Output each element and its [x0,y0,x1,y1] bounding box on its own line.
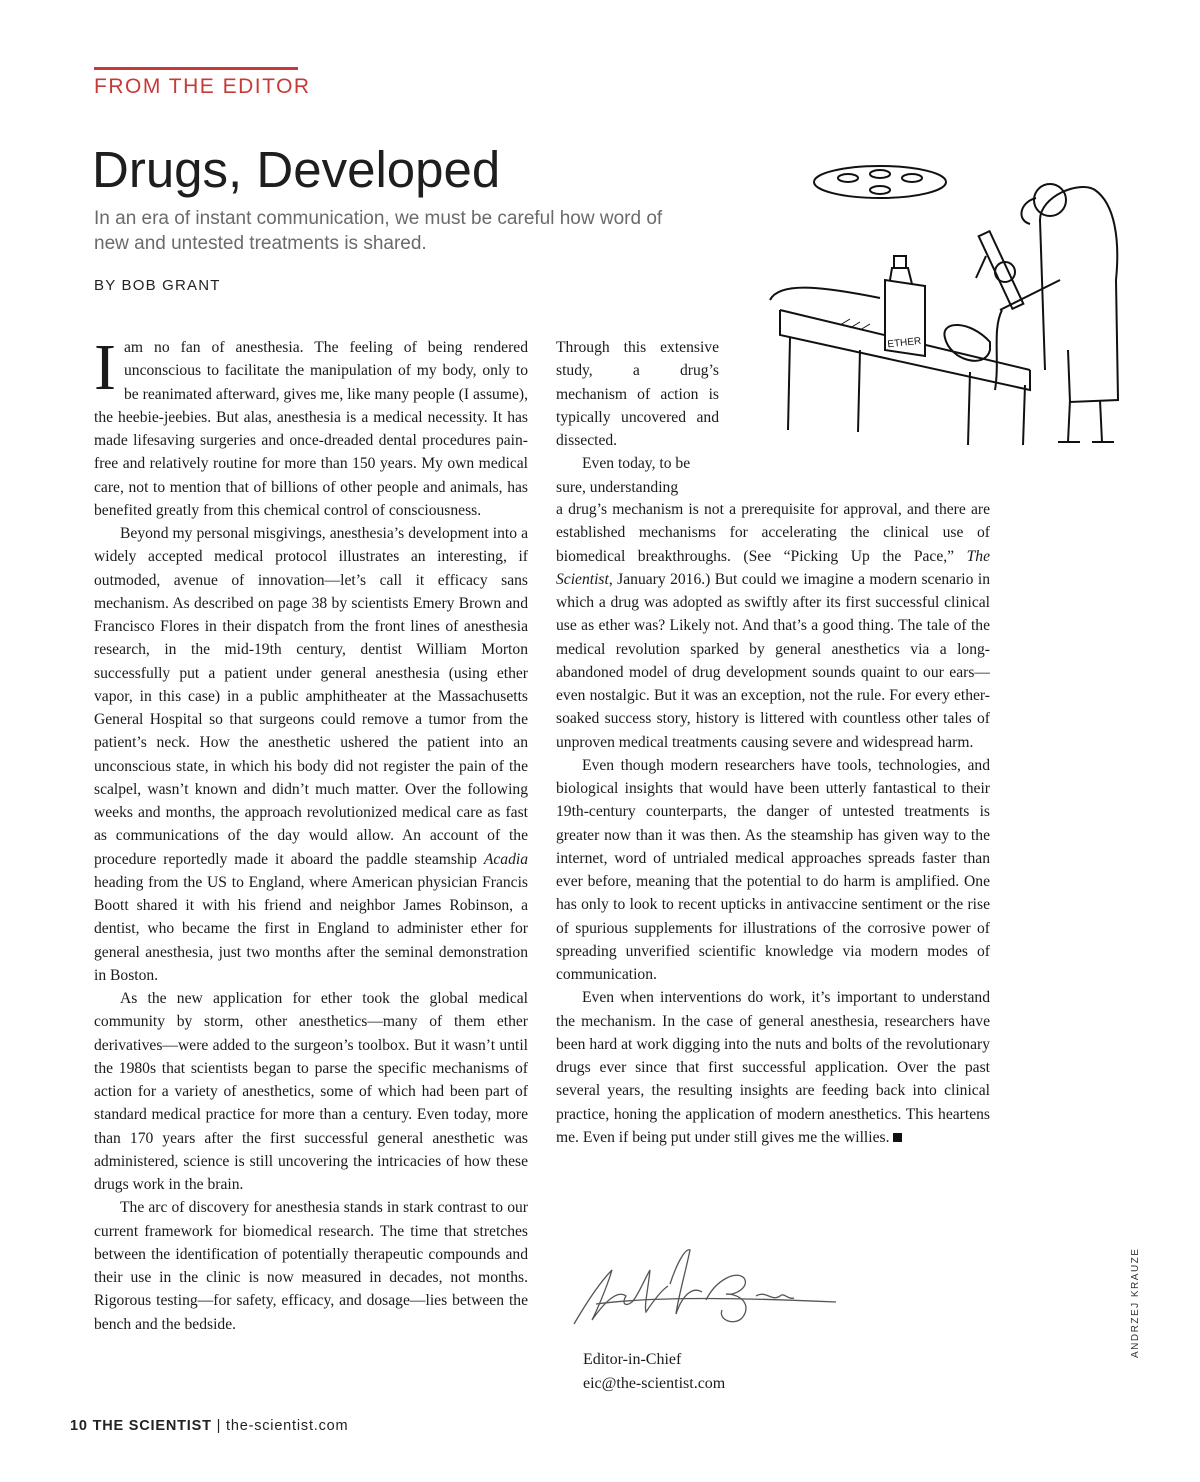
ether-illustration [740,160,1160,460]
publication-name: The Scientist [556,547,990,588]
paragraph: Even though modern researchers have tools, technologies, and biological insights that would have been utterly fantastical to their 19th-century counterparts, the danger of untested treatments is greater now than it was then. As the steamship has given way to the internet, word of untrialed medical approaches spreads faster than ever before, meaning that the potential to do harm is amplified. One has only to look to recent upticks in antivaccine sentiment or the rise of spurious supplements for illustrations of the corrosive power of spreading unverified scientific knowledge via modern modes of communication. [556,756,990,983]
signoff-email: eic@the-scientist.com [583,1375,726,1392]
article-column-left [94,331,528,1336]
paragraph [556,986,990,1149]
end-mark-icon [893,1133,902,1142]
page-footer [70,1418,348,1434]
paragraph-text: heading from the US to England, where American physician Francis Boott shared it with his friend and neighbor James Robinson, a dentist, who became the first in England to administer ether for general anesthesia, just two months after the seminal demonstration in Boston. [94,873,528,984]
paragraph-text: , January 2016.) But could we imagine a modern scenario in which a drug was adopted as swiftly after its first successful clinical use as ether was? Likely not. And that’s a good thing. The tale of the medical revolution sparked by general anesthetics via a long-abandoned model of drug development sounds quaint to our ears—even nostalgic. But it was an exception, not the rule. For every ether-soaked success story, history is littered with countless other tales of unproven medical treatments causing severe and widespread harm. [556,570,990,751]
article-deck: In an era of instant communication, we must be careful how word of new and untested treatments is shared. [94,208,663,254]
paragraph: Through this extensive study, a drug’s mechanism of action is typically uncovered and dissected. [556,339,719,449]
paragraph [94,331,528,522]
drop-cap: I [94,331,116,404]
paragraph [94,522,528,987]
article-title: Drugs, Developed [92,141,501,198]
section-label: FROM THE EDITOR [94,75,311,98]
paragraph-text: am no fan of anesthesia. The feeling of being rendered unconscious to facilitate the manipulation of my body, only to be reanimated afterward, gives me, like many people (I assume), the heebie-jeebies. But alas, anesthesia is a medical necessity. It has made lifesaving surgeries and once-dreaded dental procedures pain-free and relatively routine for more than 150 years. My own medical care, not to mention that of billions of other people and animals, has benefited greatly from this chemical control of consciousness. [94,339,528,519]
ship-name: Acadia [483,850,528,868]
paragraph: The arc of discovery for anesthesia stands in stark contrast to our current framework for biomedical research. The time that stretches between the identification of potentially therapeutic compounds and their use in the clinic is now measured in decades, not months. Rigorous testing—for safety, efficacy, and dosage—lies between the bench and the bedside. [94,1199,528,1333]
article-column-right-top [556,336,719,499]
article-column-right [556,498,990,1149]
footer-separator: | [216,1418,222,1434]
paragraph: Even today, to be sure, understanding [556,455,691,496]
ether-bottle-label: ETHER [886,335,922,351]
illustration-credit: ANDRZEJ KRAUZE [1130,1247,1141,1358]
signature [566,1240,846,1340]
paragraph-text: Beyond my personal misgivings, anesthesia’s development into a widely accepted medical protocol illustrates an interesting, if outmoded, avenue of innovation—let’s call it efficacy sans mechanism. As described on page 38 by scientists Emery Brown and Francisco Flores in their dispatch from the front lines of anesthesia research, in the mid-19th century, dentist William Morton successfully put a patient under general anesthesia (using ether vapor, in this case) in a public amphitheater at the Massachusetts General Hospital so that surgeons could remove a tumor from the patient’s neck. How the anesthetic ushered the patient into an unconscious state, in which his body did not register the pain of the scalpel, wasn’t known and didn’t much matter. Over the following weeks and months, the approach revolutionized medical care as fast as communications of the day would allow. An account of the procedure reportedly made it aboard the paddle steamship [94,525,528,868]
byline: BY BOB GRANT [94,277,221,294]
paragraph: As the new application for ether took the global medical community by storm, other anesthetics—many of them ether derivatives—were added to the surgeon’s toolbox. But it wasn’t until the 1980s that scientists began to parse the specific mechanisms of action for a variety of anesthetics, some of which had been part of standard medical practice for more than a century. Even today, more than 170 years after the first successful general anesthetic was administered, science is still uncovering the intricacies of how these drugs work in the brain. [94,990,528,1193]
section-rule [94,67,298,70]
paragraph-text: Even when interventions do work, it’s important to understand the mechanism. In the case of general anesthesia, researchers have been hard at work digging into the nuts and bolts of the revolutionary drugs ever since that first successful application. Over the past several years, the resulting insights are feeding back into clinical practice, honing the application of modern anesthetics. This heartens me. Even if being put under still gives me the willies. [556,989,990,1146]
signoff-title: Editor-in-Chief [583,1351,682,1368]
paragraph [556,498,990,754]
page-number: 10 [70,1418,88,1434]
paragraph-text: a drug’s mechanism is not a prerequisite for approval, and there are established mechanisms for accelerating the clinical use of biomedical breakthroughs. (See “Picking Up the Pace,” [556,501,990,565]
publication-name: THE SCIENTIST [92,1418,212,1434]
website-link[interactable]: the-scientist.com [226,1418,349,1434]
